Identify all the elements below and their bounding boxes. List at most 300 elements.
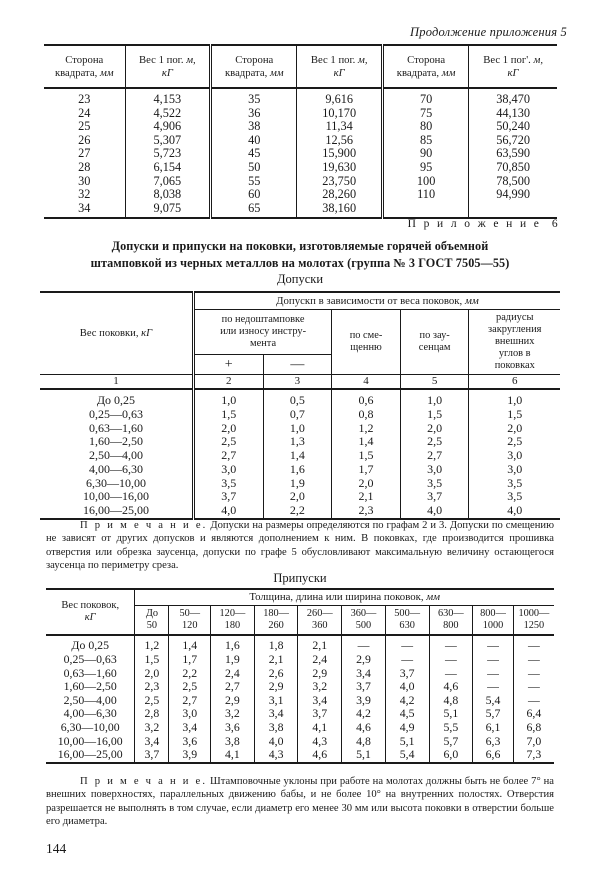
table-cell: — bbox=[513, 694, 554, 708]
header-line: щенню bbox=[350, 342, 382, 354]
header-line: 1000 bbox=[482, 619, 504, 631]
header-cell-size-range bbox=[385, 606, 429, 636]
table-cell: 7,0 bbox=[513, 735, 554, 749]
table-cell: — bbox=[429, 667, 473, 681]
table-cell: 9,075 bbox=[125, 202, 211, 219]
table-row bbox=[44, 161, 557, 175]
table-cell: 3,0 bbox=[169, 707, 211, 721]
table-cell: 0,63—1,60 bbox=[63, 665, 117, 680]
header-line: 630 bbox=[399, 619, 415, 631]
table-row bbox=[44, 120, 557, 134]
table-cell: 50 bbox=[211, 161, 297, 175]
table-cell: 1,0 bbox=[469, 389, 560, 408]
header-line: по сме- bbox=[349, 330, 383, 342]
table-cell: 3,8 bbox=[211, 735, 255, 749]
table-cell: 5,5 bbox=[429, 721, 473, 735]
table-cell: 3,5 bbox=[400, 477, 469, 491]
header-line: 120 bbox=[182, 619, 198, 631]
table-cell: — bbox=[385, 635, 429, 653]
header-cell bbox=[211, 45, 297, 88]
table-cell: 28,260 bbox=[297, 188, 383, 202]
table-row bbox=[46, 748, 554, 763]
table-cell: 4,153 bbox=[125, 88, 211, 107]
table-header-row bbox=[44, 45, 557, 88]
table-row bbox=[44, 107, 557, 121]
table-cell: 1,5 bbox=[193, 408, 263, 422]
table-header-row bbox=[40, 292, 560, 310]
header-cell bbox=[44, 45, 125, 88]
table-cell: 55 bbox=[211, 175, 297, 189]
table-row bbox=[40, 435, 560, 449]
header-line: 1250 bbox=[523, 619, 545, 631]
table-cell: 19,630 bbox=[297, 161, 383, 175]
header-cell-size-range bbox=[169, 606, 211, 636]
table-cell: 4,6 bbox=[429, 680, 473, 694]
header-line: 50 bbox=[146, 619, 158, 631]
table-cell: 2,5 bbox=[193, 435, 263, 449]
table-cell: 1,0 bbox=[193, 389, 263, 408]
table-bottom-rule bbox=[46, 763, 554, 764]
table-cell: 1,6 bbox=[263, 463, 332, 477]
table-cell: 3,9 bbox=[169, 748, 211, 763]
header-line: 360 bbox=[312, 619, 328, 631]
table-cell: 0,25—0,63 bbox=[88, 407, 143, 422]
table-cell: — bbox=[513, 667, 554, 681]
table-header-row bbox=[46, 589, 554, 606]
table-cell: 3,7 bbox=[135, 748, 169, 763]
header-line: кГ bbox=[84, 612, 96, 624]
table-cell: 1,2 bbox=[135, 635, 169, 653]
header-line: сенцам bbox=[418, 342, 451, 354]
allowances-table bbox=[46, 588, 554, 764]
table-cell: 2,9 bbox=[342, 653, 386, 667]
table-body bbox=[46, 635, 554, 763]
table-cell: 32 bbox=[78, 187, 91, 202]
table-cell: — bbox=[473, 635, 514, 653]
table-row bbox=[40, 422, 560, 436]
table-cell: 2,7 bbox=[211, 680, 255, 694]
table-cell: 36 bbox=[211, 107, 297, 121]
table-cell: 2,2 bbox=[169, 667, 211, 681]
header-cell-size-range bbox=[135, 606, 169, 636]
header-cell-size-range bbox=[513, 606, 554, 636]
table-cell: 4,00—6,30 bbox=[88, 461, 143, 476]
column-number: 5 bbox=[400, 375, 469, 390]
table-cell: 5,1 bbox=[385, 735, 429, 749]
header-cell-size-range bbox=[342, 606, 386, 636]
table-cell: 2,5 bbox=[135, 694, 169, 708]
table-cell: 8,038 bbox=[125, 188, 211, 202]
table-column-numbering-row bbox=[40, 375, 560, 390]
table-cell: 1,5 bbox=[332, 449, 401, 463]
table-cell: 45 bbox=[211, 147, 297, 161]
table-cell: 0,63—1,60 bbox=[88, 420, 143, 435]
header-cell bbox=[125, 45, 211, 88]
table-cell: 11,34 bbox=[297, 120, 383, 134]
header-cell bbox=[383, 45, 469, 88]
column-number: 6 bbox=[469, 375, 560, 390]
header-line: 180— bbox=[263, 608, 289, 619]
table-head bbox=[40, 292, 560, 389]
table-cell: 3,8 bbox=[254, 721, 298, 735]
table-cell: 3,7 bbox=[193, 490, 263, 504]
header-line: кГ bbox=[333, 66, 345, 79]
table-cell: 7,3 bbox=[513, 748, 554, 763]
table-cell: 1,5 bbox=[135, 653, 169, 667]
table-cell: 63,590 bbox=[469, 147, 557, 161]
header-line: До bbox=[145, 608, 158, 619]
header-line: 500 bbox=[355, 619, 372, 631]
table-cell: До 0,25 bbox=[96, 393, 136, 408]
table-cell: 60 bbox=[211, 188, 297, 202]
table-cell: 0,25—0,63 bbox=[63, 652, 117, 667]
table-cell: 3,4 bbox=[169, 721, 211, 735]
table-cell: 5,7 bbox=[429, 735, 473, 749]
table-cell: 2,5 bbox=[169, 680, 211, 694]
table-cell: — bbox=[513, 653, 554, 667]
header-cell-size-range bbox=[254, 606, 298, 636]
header-text: радиусы закругления внешних углов в поковках bbox=[488, 312, 542, 372]
table-cell: 2,0 bbox=[400, 422, 469, 436]
table-cell: — bbox=[429, 653, 473, 667]
table-cell: 4,522 bbox=[125, 107, 211, 121]
header-line: 50— bbox=[179, 608, 201, 619]
table-cell: 23,750 bbox=[297, 175, 383, 189]
note-allowances bbox=[46, 775, 554, 828]
table-cell: 5,1 bbox=[429, 707, 473, 721]
header-cell bbox=[297, 45, 383, 88]
table-cell: — bbox=[342, 635, 386, 653]
table-cell: 1,7 bbox=[169, 653, 211, 667]
table-cell: 0,7 bbox=[263, 408, 332, 422]
header-cell-undershoot bbox=[193, 310, 331, 355]
table-cell: 38 bbox=[211, 120, 297, 134]
table-cell: 4,6 bbox=[298, 748, 342, 763]
appendix-label-text: П р и л о ж е н и е 6 bbox=[407, 218, 560, 230]
header-line: Сторона bbox=[235, 53, 274, 66]
table-cell: 70 bbox=[383, 88, 469, 107]
table-row bbox=[40, 449, 560, 463]
table-cell: 4,00—6,30 bbox=[63, 706, 117, 721]
table-cell: 1,4 bbox=[169, 635, 211, 653]
header-line: квадрата, мм bbox=[54, 66, 114, 79]
table-cell: 24 bbox=[78, 105, 91, 120]
header-line: 800 bbox=[443, 619, 459, 631]
table-row bbox=[40, 490, 560, 504]
table-cell: 2,9 bbox=[254, 680, 298, 694]
table-cell: 2,50—4,00 bbox=[63, 692, 117, 707]
table-cell: 38,160 bbox=[297, 202, 383, 219]
table-cell: 2,5 bbox=[400, 435, 469, 449]
table-cell: 0,8 bbox=[332, 408, 401, 422]
table-cell: 65 bbox=[211, 202, 297, 219]
table-cell: 10,00—16,00 bbox=[82, 489, 149, 504]
table-cell: 3,4 bbox=[254, 707, 298, 721]
section-caption-allowances: Припуски bbox=[273, 571, 327, 585]
table-cell: 1,4 bbox=[263, 449, 332, 463]
header-line: 1000— bbox=[518, 608, 550, 619]
table-cell: 1,0 bbox=[263, 422, 332, 436]
table-cell: До 0,25 bbox=[71, 638, 109, 653]
table-cell: 1,3 bbox=[263, 435, 332, 449]
table-row bbox=[46, 653, 554, 667]
table-cell: 94,990 bbox=[469, 188, 557, 202]
table-row bbox=[46, 707, 554, 721]
note-body: Штамповочные уклоны при работе на молотах должны быть не более 7° на внешних поверхностях, параллельных движению бабы, и не более 10° на внутренних полостях. Отверстия разрешается не выполнять в том случае, если диаметр его менее 30 мм или высота поковки в отверстии больше его диаметра. bbox=[46, 776, 554, 828]
header-line: квадрата, мм bbox=[224, 66, 284, 79]
table-cell: 4,3 bbox=[254, 748, 298, 763]
table-cell: 6,154 bbox=[125, 161, 211, 175]
table-row bbox=[40, 408, 560, 422]
table-cell: 1,8 bbox=[254, 635, 298, 653]
table-row bbox=[46, 735, 554, 749]
table-cell: 2,1 bbox=[298, 635, 342, 653]
table-cell: 90 bbox=[383, 147, 469, 161]
table-cell: 70,850 bbox=[469, 161, 557, 175]
appendix-title bbox=[34, 238, 566, 271]
table-cell: 1,9 bbox=[211, 653, 255, 667]
table-cell: 1,4 bbox=[332, 435, 401, 449]
table-cell: 1,0 bbox=[400, 389, 469, 408]
header-line: Вес 1 пог'. м, bbox=[483, 53, 543, 66]
table-cell: 3,7 bbox=[400, 490, 469, 504]
section-caption-tolerances: Допуски bbox=[276, 272, 324, 286]
header-line: Сторона bbox=[65, 53, 104, 66]
table-cell: 3,6 bbox=[169, 735, 211, 749]
table-cell: 3,9 bbox=[342, 694, 386, 708]
header-cell-weight bbox=[46, 589, 135, 635]
table-cell: 3,2 bbox=[211, 707, 255, 721]
table-cell: 0,6 bbox=[332, 389, 401, 408]
column-number: 4 bbox=[332, 375, 401, 390]
table-cell: 6,30—10,00 bbox=[85, 475, 146, 490]
table-row bbox=[40, 463, 560, 477]
table-cell: 1,5 bbox=[400, 408, 469, 422]
column-number: 2 bbox=[193, 375, 263, 390]
table-cell: 4,0 bbox=[193, 504, 263, 519]
table-cell: 10,170 bbox=[297, 107, 383, 121]
table-cell: 4,5 bbox=[385, 707, 429, 721]
header-cell-size-range bbox=[473, 606, 514, 636]
table-cell: — bbox=[513, 635, 554, 653]
table-cell: 15,900 bbox=[297, 147, 383, 161]
table-cell: 4,2 bbox=[342, 707, 386, 721]
table-cell: 2,4 bbox=[298, 653, 342, 667]
column-number: 3 bbox=[263, 375, 332, 390]
table-cell: 80 bbox=[383, 120, 469, 134]
header-line: 120— bbox=[219, 608, 246, 619]
table-cell: 2,0 bbox=[469, 422, 560, 436]
appendix-label bbox=[408, 218, 560, 230]
table-cell: — bbox=[473, 680, 514, 694]
table-cell: 100 bbox=[383, 175, 469, 189]
table-cell: 5,723 bbox=[125, 147, 211, 161]
table-row bbox=[46, 667, 554, 681]
header-line: кГ bbox=[507, 66, 519, 79]
header-cell-size-range bbox=[298, 606, 342, 636]
table-body bbox=[40, 389, 560, 519]
table-cell: 2,0 bbox=[135, 667, 169, 681]
table-cell: — bbox=[513, 680, 554, 694]
header-line: Сторона bbox=[407, 53, 446, 66]
table-cell: 5,4 bbox=[385, 748, 429, 763]
table-cell: 2,0 bbox=[332, 477, 401, 491]
table-cell: 2,1 bbox=[332, 490, 401, 504]
table-body bbox=[44, 88, 557, 219]
table-cell: 2,3 bbox=[135, 680, 169, 694]
table-cell: 3,7 bbox=[342, 680, 386, 694]
table-cell: 2,8 bbox=[135, 707, 169, 721]
table-cell: 78,500 bbox=[469, 175, 557, 189]
table-cell: 5,4 bbox=[473, 694, 514, 708]
table-head bbox=[44, 45, 557, 88]
table-cell: 38,470 bbox=[469, 88, 557, 107]
table-cell: 6,30—10,00 bbox=[60, 720, 120, 735]
table-cell: — bbox=[385, 653, 429, 667]
table-cell bbox=[383, 202, 469, 219]
note-body: Допуски на размеры определяются по графам 2 и 3. Допуски по смещению не зависят от других допусков и являются дополнением к ним. В поковках, где производится прошивка отверстия или обрезка заусенца, допуски по графе 5 обусловливают максимальную величину остающегося заусенца по периметру среза. bbox=[46, 520, 555, 572]
header-line: 180 bbox=[224, 619, 241, 631]
table-row bbox=[44, 88, 557, 107]
table-cell: 2,3 bbox=[332, 504, 401, 519]
header-cell-offset bbox=[332, 310, 401, 375]
table-cell: 4,0 bbox=[385, 680, 429, 694]
table-cell: 2,6 bbox=[254, 667, 298, 681]
note-lead: П р и м е ч а н и е. bbox=[80, 520, 208, 531]
table-cell: 44,130 bbox=[469, 107, 557, 121]
table-cell: 4,1 bbox=[211, 748, 255, 763]
table-cell: 56,720 bbox=[469, 134, 557, 148]
page-number: 144 bbox=[46, 841, 67, 856]
table-cell: 40 bbox=[211, 134, 297, 148]
table-cell: 4,2 bbox=[385, 694, 429, 708]
table-row bbox=[46, 635, 554, 653]
table-row bbox=[44, 175, 557, 189]
table-cell: 3,7 bbox=[298, 707, 342, 721]
table-cell: 28 bbox=[78, 159, 91, 174]
column-number: 1 bbox=[40, 375, 193, 390]
table-cell: 1,2 bbox=[332, 422, 401, 436]
header-cell-plus: + bbox=[193, 355, 263, 375]
table-cell: 2,7 bbox=[400, 449, 469, 463]
table-cell: 3,0 bbox=[469, 463, 560, 477]
table-cell: 1,60—2,50 bbox=[63, 679, 117, 694]
table-row bbox=[44, 134, 557, 148]
table-cell: 7,065 bbox=[125, 175, 211, 189]
table-cell: 2,1 bbox=[254, 653, 298, 667]
table-row bbox=[44, 188, 557, 202]
table-cell: 16,00—25,00 bbox=[82, 502, 149, 517]
table-head bbox=[46, 589, 554, 635]
table-cell: 12,56 bbox=[297, 134, 383, 148]
table-cell: 4,6 bbox=[342, 721, 386, 735]
table-row bbox=[46, 680, 554, 694]
table-cell: — bbox=[473, 653, 514, 667]
table-row bbox=[46, 721, 554, 735]
table-cell: 4,0 bbox=[469, 504, 560, 519]
table-cell: 2,4 bbox=[211, 667, 255, 681]
table-cell: 1,5 bbox=[469, 408, 560, 422]
table-cell: 3,2 bbox=[298, 680, 342, 694]
table-cell: 3,4 bbox=[342, 667, 386, 681]
table-cell: 4,9 bbox=[385, 721, 429, 735]
header-line: 360— bbox=[350, 608, 377, 619]
header-line: Вес 1 пог. м, bbox=[310, 53, 368, 66]
header-line: 260 bbox=[268, 619, 284, 631]
table-cell: 16,00—25,00 bbox=[57, 747, 123, 762]
table-cell: 0,5 bbox=[263, 389, 332, 408]
table-cell: 6,1 bbox=[473, 721, 514, 735]
table-cell: 1,7 bbox=[332, 463, 401, 477]
header-line: Вес 1 пог. м, bbox=[139, 53, 196, 66]
table-cell: 27 bbox=[78, 146, 91, 161]
table-cell: 3,0 bbox=[469, 449, 560, 463]
header-cell-radii bbox=[469, 310, 560, 375]
table-cell: 26 bbox=[78, 132, 91, 147]
table-cell: 2,5 bbox=[469, 435, 560, 449]
table-cell: 35 bbox=[211, 88, 297, 107]
header-line: 260— bbox=[306, 608, 333, 619]
table-cell: 1,9 bbox=[263, 477, 332, 491]
header-cell-size-range bbox=[429, 606, 473, 636]
header-line: 630— bbox=[437, 608, 464, 619]
header-cell-group bbox=[193, 292, 560, 310]
table-cell: 5,307 bbox=[125, 134, 211, 148]
table-cell: 6,8 bbox=[513, 721, 554, 735]
table-cell: 3,1 bbox=[254, 694, 298, 708]
table-cell: 3,5 bbox=[193, 477, 263, 491]
table-cell: 85 bbox=[383, 134, 469, 148]
appendix-title-line1: Допуски и припуски на поковки, изготовляемые горячей объемной bbox=[111, 239, 489, 253]
header-text: Толщина, длина или ширина поковок, мм bbox=[249, 591, 441, 604]
header-line: квадрата, мм bbox=[396, 66, 456, 79]
table-cell: 2,2 bbox=[263, 504, 332, 519]
table-cell: 4,0 bbox=[254, 735, 298, 749]
table-cell: 3,0 bbox=[193, 463, 263, 477]
header-line: 800— bbox=[480, 608, 506, 619]
header-cell-minus: — bbox=[263, 355, 332, 375]
header-text: по недоштамповке или износу инстру- мента bbox=[220, 314, 307, 350]
table-cell: 3,4 bbox=[135, 735, 169, 749]
table-cell: 4,1 bbox=[298, 721, 342, 735]
table-cell: 2,9 bbox=[211, 694, 255, 708]
note-lead: П р и м е ч а н и е. bbox=[80, 776, 208, 787]
header-cell-weight bbox=[40, 292, 193, 375]
note-tolerances bbox=[46, 519, 554, 572]
header-text: Вес поковки, кГ bbox=[79, 327, 153, 339]
table-cell: 1,6 bbox=[211, 635, 255, 653]
table-cell: 3,2 bbox=[135, 721, 169, 735]
table-cell: 2,7 bbox=[169, 694, 211, 708]
table-cell: 2,9 bbox=[298, 667, 342, 681]
table-cell: 23 bbox=[78, 92, 91, 106]
table-cell: 9,616 bbox=[297, 88, 383, 107]
header-text: Допускп в зависимости от веса поковок, мм bbox=[276, 294, 479, 307]
table-cell: 4,3 bbox=[298, 735, 342, 749]
appendix-title-line2: штамповкой из черных металлов на молотах (группа № 3 ГОСТ 7505—55) bbox=[90, 255, 510, 270]
running-head: Продолжение приложения 5 bbox=[410, 25, 567, 39]
table-cell: 6,3 bbox=[473, 735, 514, 749]
table-cell: 2,7 bbox=[193, 449, 263, 463]
table-cell: 2,0 bbox=[263, 490, 332, 504]
rule bbox=[46, 763, 554, 764]
table-cell: 3,0 bbox=[400, 463, 469, 477]
table-cell: — bbox=[429, 635, 473, 653]
table-cell: 25 bbox=[78, 119, 91, 134]
table-row bbox=[46, 694, 554, 708]
table-cell: 5,1 bbox=[342, 748, 386, 763]
table-cell: 110 bbox=[383, 188, 469, 202]
